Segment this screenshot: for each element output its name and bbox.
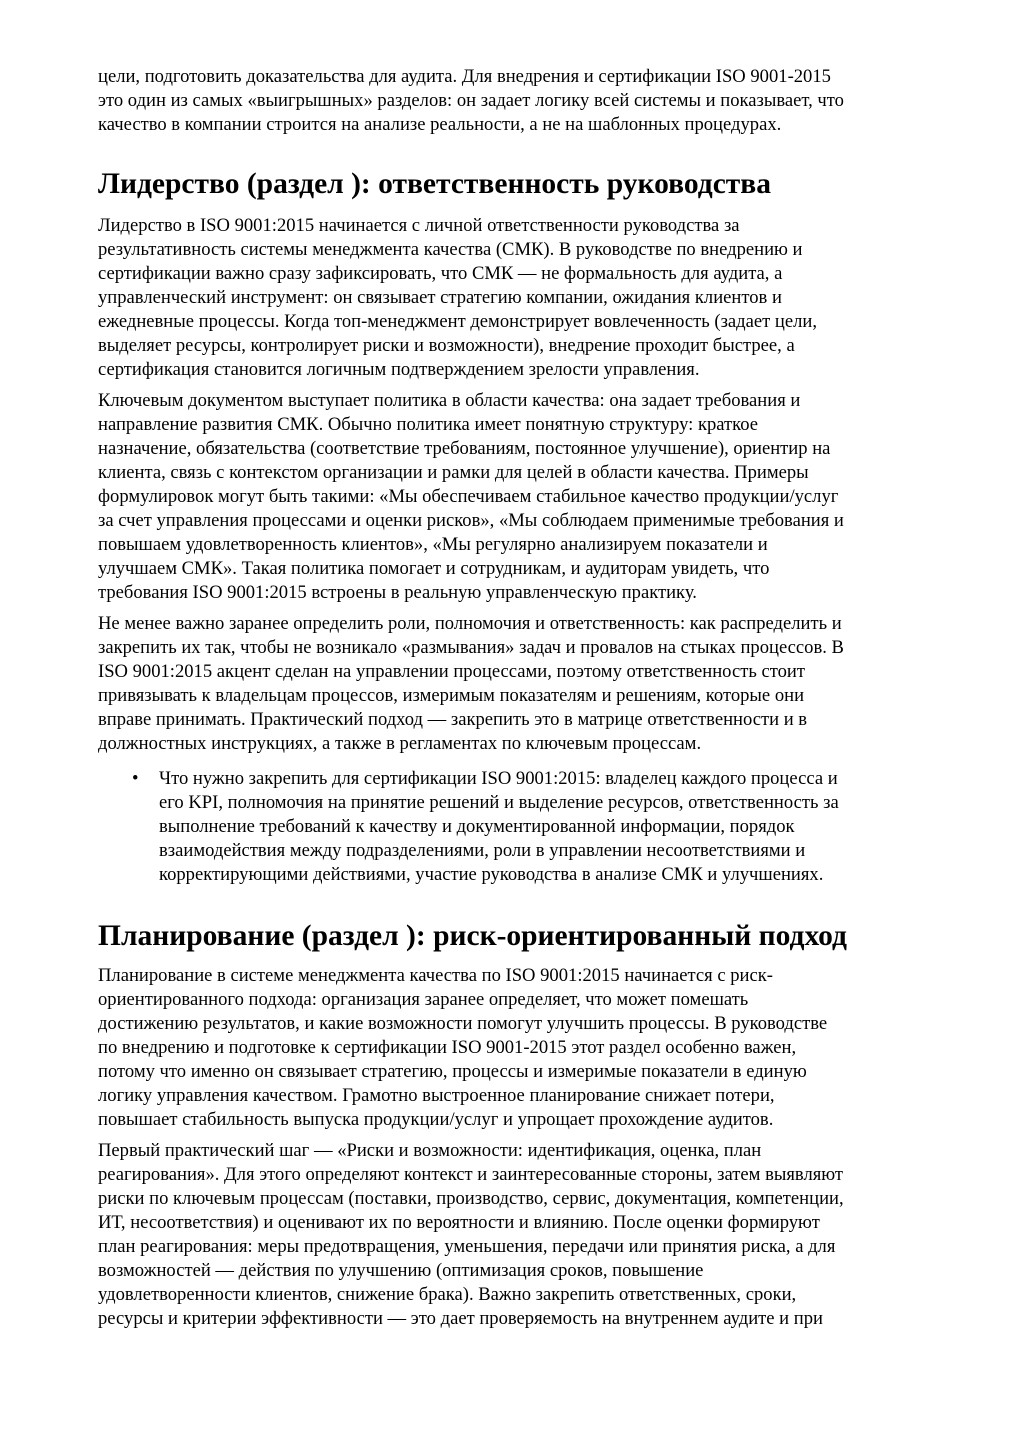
text-line: сертификации важно сразу зафиксировать, что СМК — не формальность для аудита, а [98,263,783,284]
text-line: ежедневные процессы. Когда топ-менеджмент демонстрирует вовлеченность (задает цели, [98,311,817,332]
text-line: закрепить их так, чтобы не возникало «размывания» задач и провалов на стыках процессов. В [98,637,844,658]
text-line: выделяет ресурсы, контролирует риски и возможности), внедрение проходит быстрее, а [98,335,795,356]
section-heading-planning: Планирование (раздел ): риск-ориентированный подход [98,920,847,952]
text-line: требования ISO 9001:2015 встроены в реальную управленческую практику. [98,582,697,603]
text-line: Не менее важно заранее определить роли, полномочия и ответственность: как распределить и [98,613,842,634]
text-line: направление развития СМК. Обычно политика имеет понятную структуру: краткое [98,414,759,435]
text-line: Что нужно закрепить для сертификации ISO 9001:2015: владелец каждого процесса и [159,768,838,789]
text-line: возможностей — действия по улучшению (оптимизация сроков, повышение [98,1260,704,1281]
text-line: Лидерство в ISO 9001:2015 начинается с личной ответственности руководства за [98,215,740,236]
text-line: Ключевым документом выступает политика в области качества: она задает требования и [98,390,801,411]
text-line: по внедрению и подготовке к сертификации ISO 9001-2015 этот раздел особенно важен, [98,1037,797,1058]
text-line: потому что именно он связывает стратегию, процессы и измеримые показатели в единую [98,1061,807,1082]
text-line: риски по ключевым процессам (поставки, производство, сервис, документация, компетенции, [98,1188,844,1209]
text-line: назначение, обязательства (соответствие требованиям, постоянное улучшение), ориентир на [98,438,831,459]
text-line: ИТ, несоответствия) и оценивают их по вероятности и влиянию. После оценки формируют [98,1212,820,1233]
text-line: вправе принимать. Практический подход — закрепить это в матрице ответственности и в [98,709,808,730]
bullet-icon: • [132,768,139,789]
text-line: цели, подготовить доказательства для аудита. Для внедрения и сертификации ISO 9001-2015 [98,66,831,87]
text-line: клиента, связь с контекстом организации и рамки для целей в области качества. Примеры [98,462,809,483]
text-line: план реагирования: меры предотвращения, уменьшения, передачи или принятия риска, а для [98,1236,836,1257]
text-line: привязывать к владельцам процессов, измеримым показателям и решениям, которые они [98,685,805,706]
text-line: ориентированного подхода: организация заранее определяет, что может помешать [98,989,749,1010]
text-line: это один из самых «выигрышных» разделов: он задает логику всей системы и показывает, что [98,90,844,111]
text-line: Планирование в системе менеджмента качества по ISO 9001:2015 начинается с риск- [98,965,773,986]
text-line: улучшаем СМК». Такая политика помогает и сотрудникам, и аудиторам увидеть, что [98,558,770,579]
text-line: логику управления качеством. Грамотно выстроенное планирование снижает потери, [98,1085,775,1106]
text-line: взаимодействия между подразделениями, роли в управлении несоответствиями и [159,840,806,861]
text-line: повышает стабильность выпуска продукции/услуг и упрощает прохождение аудитов. [98,1109,774,1130]
text-line: повышаем удовлетворенность клиентов», «Мы регулярно анализируем показатели и [98,534,768,555]
text-line: достижению результатов, и какие возможности помогут улучшить процессы. В руководстве [98,1013,828,1034]
text-line: реагирования». Для этого определяют контекст и заинтересованные стороны, затем выявляют [98,1164,844,1185]
text-line: управленческий инструмент: он связывает стратегию компании, ожидания клиентов и [98,287,782,308]
text-line: должностных инструкциях, а также в регламентах по ключевым процессам. [98,733,702,754]
text-line: за счет управления процессами и оценки рисков», «Мы соблюдаем применимые требования и [98,510,844,531]
text-line: выполнение требований к качеству и документированной информации, порядок [159,816,795,837]
text-line: его KPI, полномочия на принятие решений и выделение ресурсов, ответственность за [159,792,839,813]
text-line: ISO 9001:2015 акцент сделан на управлении процессами, поэтому ответственность стоит [98,661,805,682]
text-line: формулировок могут быть такими: «Мы обеспечиваем стабильное качество продукции/услуг [98,486,839,507]
text-line: сертификация становится логичным подтверждением зрелости управления. [98,359,700,380]
text-line: результативность системы менеджмента качества (СМК). В руководстве по внедрению и [98,239,803,260]
section-heading-leadership: Лидерство (раздел ): ответственность руководства [98,168,771,200]
text-line: Первый практический шаг — «Риски и возможности: идентификация, оценка, план [98,1140,762,1161]
text-line: качество в компании строится на анализе реальности, а не на шаблонных процедурах. [98,114,782,135]
text-line: удовлетворенности клиентов, снижение брака). Важно закрепить ответственных, сроки, [98,1284,797,1305]
text-line: ресурсы и критерии эффективности — это дает проверяемость на внутреннем аудите и при [98,1308,823,1329]
text-line: корректирующими действиями, участие руководства в анализе СМК и улучшениях. [159,864,824,885]
